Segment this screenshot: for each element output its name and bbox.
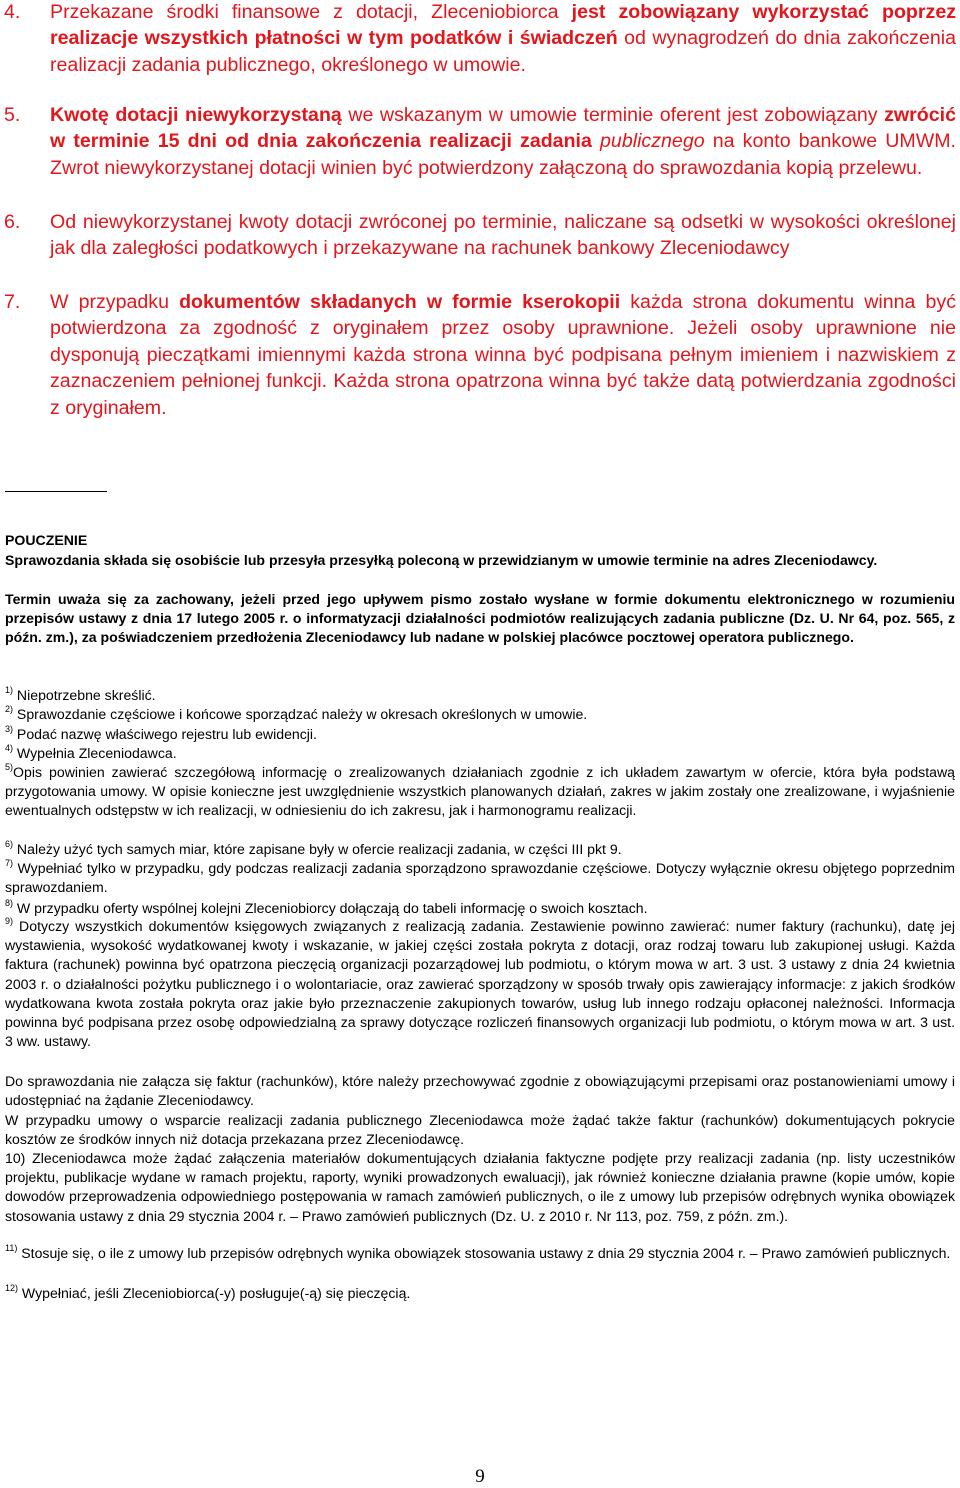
pouczenie-paragraph-1: Sprawozdania składa się osobiście lub przesyła przesyłką poleconą w przewidzianym w umowie terminie na adres Zleceniodawcy. xyxy=(5,552,878,568)
emphasis: zwrócić w terminie 15 dni od dnia zakończenia realizacji zadania xyxy=(50,104,956,153)
footnote-9-continuation-2: W przypadku umowy o wsparcie realizacji zadania publicznego Zleceniodawca może żądać także faktur (rachunków) dokumentujących pokrycie kosztów ze środków innych niż dotacja przekazana przez Zleceniodawcę. xyxy=(5,1112,955,1148)
footnote-marker: 9) xyxy=(5,916,14,926)
list-item-number: 7. xyxy=(4,291,21,313)
footnote-7: $^{7)}$ Wypełniać tylko w przypadku, gdy podczas realizacji zadania sporządzono sprawozdanie częściowe. Dotyczy wyłącznie okresu objętego poprzednim sprawozdaniem. xyxy=(5,858,955,896)
footnote-marker: 11) xyxy=(5,1243,18,1253)
emphasis: dokumentów składanych w formie kserokopii xyxy=(179,291,621,313)
footnote-separator xyxy=(5,491,107,492)
footnote-9-continuation-1: Do sprawozdania nie załącza się faktur (rachunków), które należy przechowywać zgodnie z obowiązującymi przepisami oraz postanowieniami umowy i udostępniać na żądanie Zleceniodawcy. xyxy=(5,1073,955,1109)
pouczenie-paragraph-2: Termin uważa się za zachowany, jeżeli przed jego upływem pismo zostało wysłane w formie dokumentu elektronicznego w rozumieniu przepisów ustawy z dnia 17 lutego 2005 r. o informatyzacji działalności podmiotów realizujących zadania publiczne (Dz. U. Nr 64, poz. 565, z późn. zm.), za poświadczeniem przedłożenia Zleceniodawcy lub nadane w polskiej placówce pocztowej operatora publicznego. xyxy=(5,591,955,646)
footnote-12: $^{12)}$ Wypełniać, jeśli Zleceniobiorca(-y) posługuje(-ą) się pieczęcią. xyxy=(5,1283,411,1301)
footnote-11: $^{11)}$ Stosuje się, o ile z umowy lub przepisów odrębnych wynika obowiązek stosowania ustawy z dnia 29 stycznia 2004 r. – Prawo zamówień publicznych. xyxy=(5,1243,951,1261)
list-item-4 xyxy=(4,0,956,78)
list-item-5 xyxy=(4,102,956,181)
list-item-text: Kwotę dotacji niewykorzystaną we wskazanym w umowie terminie oferent jest zobowiązany zwrócić w terminie 15 dni od dnia zakończenia realizacji zadania publicznego na konto bankowe UMWM. Zwrot niewykorzystanej dotacji winien być potwierdzony załączoną do sprawozdania kopią przelewu. xyxy=(50,104,956,179)
footnote-9: $^{9)}$ Dotyczy wszystkich dokumentów księgowych związanych z realizacją zadania. Zestawienie powinno zawierać: numer faktury (rachunku), datę jej wystawienia, wysokość wydatkowanej kwoty i wskazanie, w jakiej części została pokryta z dotacji, oraz rodzaj towaru lub zakupionej usługi. Każda faktura (rachunek) powinna być opatrzona pieczęcią organizacji pozarządowej lub podmiotu, o którym mowa w art. 3 ust. 3 ustawy z dnia 24 kwietnia 2003 r. o działalności pożytku publicznego i o wolontariacie, oraz zawierać sporządzony w sposób trwały opis zawierający informacje: z jakich środków wydatkowana kwota została pokryta oraz jakie było przeznaczenie zakupionych towarów, usług lub innego rodzaju opłaconej należności. Informacja powinna być podpisana przez osobę odpowiedzialną za sprawy dotyczące rozliczeń finansowych organizacji lub podmiotu, o którym mowa w art. 3 ust. 3 ww. ustawy. xyxy=(5,916,955,1050)
list-item-number: 5. xyxy=(4,104,21,126)
italic-text: publicznego xyxy=(600,130,705,153)
list-item-6 xyxy=(4,209,956,262)
list-item-text: Od niewykorzystanej kwoty dotacji zwróconej po terminie, naliczane są odsetki w wysokości określonej jak dla zaległości podatkowych i przekazywane na rachunek bankowy Zleceniodawcy xyxy=(50,211,956,260)
footnote-3: $^{3)}$ Podać nazwę właściwego rejestru lub ewidencji. xyxy=(5,724,317,742)
footnote-1: $^{1)}$ Niepotrzebne skreślić. xyxy=(5,685,156,703)
footnote-marker: 3) xyxy=(5,724,14,734)
footnote-marker: 7) xyxy=(5,858,14,868)
footnote-marker: 1) xyxy=(5,685,14,695)
footnote-6: $^{6)}$ Należy użyć tych samych miar, które zapisane były w ofercie realizacji zadania, w części III pkt 9. xyxy=(5,839,622,857)
list-item-number: 6. xyxy=(4,211,21,233)
footnote-2: $^{2)}$ Sprawozdanie częściowe i końcowe sporządzać należy w okresach określonych w umowie. xyxy=(5,704,588,722)
emphasis: jest zobowiązany wykorzystać poprzez realizacje wszystkich płatności w tym podatków i świadczeń xyxy=(50,1,957,50)
footnote-4: $^{4)}$ Wypełnia Zleceniodawca. xyxy=(5,743,177,761)
footnote-5: $^{5)}$Opis powinien zawierać szczegółową informację o zrealizowanych działaniach zgodnie z ich układem zawartym w ofercie, która była podstawą przygotowania umowy. W opisie konieczne jest uwzględnienie wszystkich planowanych działań, zakres w jakim zostały one zrealizowane, i wyjaśnienie ewentualnych odstępstw w ich realizacji, w odniesieniu do ich zakresu, jak i harmonogramu realizacji. xyxy=(5,762,955,819)
footnote-10: 10) Zleceniodawca może żądać załączenia materiałów dokumentujących działania faktyczne podjęte przy realizacji zadania (np. listy uczestników projektu, publikacje wydane w ramach projektu, raporty, wyniki prowadzonych ewaluacji), jak również konieczne działania prawne (kopie umów, kopie dowodów przeprowadzenia odpowiedniego postępowania w ramach zamówień publicznych, o ile z umowy lub przepisów odrębnych wynika obowiązek stosowania ustawy z dnia 29 stycznia 2004 r. – Prawo zamówień publicznych (Dz. U. z 2010 r. Nr 113, poz. 759, z późn. zm.). xyxy=(5,1150,955,1224)
footnote-marker: 5) xyxy=(5,762,14,772)
footnote-marker: 8) xyxy=(5,898,14,908)
list-item-text: W przypadku dokumentów składanych w formie kserokopii każda strona dokumentu winna być potwierdzona za zgodność z oryginałem przez osoby uprawnione. Jeżeli osoby uprawnione nie dysponują pieczątkami imiennymi każda strona winna być podpisana pełnym imieniem i nazwiskiem z zaznaczeniem pełnionej funkcji. Każda strona opatrzona winna być także datą potwierdzania zgodności z oryginałem. xyxy=(50,291,956,419)
emphasis: Kwotę dotacji niewykorzystaną xyxy=(50,104,342,126)
footnote-marker: 4) xyxy=(5,743,14,753)
footnote-marker: 12) xyxy=(5,1283,19,1293)
list-item-7 xyxy=(4,289,956,421)
footnote-marker: 2) xyxy=(5,704,14,714)
footnote-marker: 6) xyxy=(5,839,14,849)
list-item-number: 4. xyxy=(4,1,21,23)
footnote-8: $^{8)}$ W przypadku oferty wspólnej kolejni Zleceniobiorcy dołączają do tabeli informację o swoich kosztach. xyxy=(5,898,648,916)
page-number: 9 xyxy=(475,1466,485,1487)
list-item-text: Przekazane środki finansowe z dotacji, Zleceniobiorca jest zobowiązany wykorzystać poprzez realizacje wszystkich płatności w tym podatków i świadczeń od wynagrodzeń do dnia zakończenia realizacji zadania publicznego, określonego w umowie. xyxy=(50,1,957,76)
pouczenie-title: POUCZENIE xyxy=(5,532,88,548)
